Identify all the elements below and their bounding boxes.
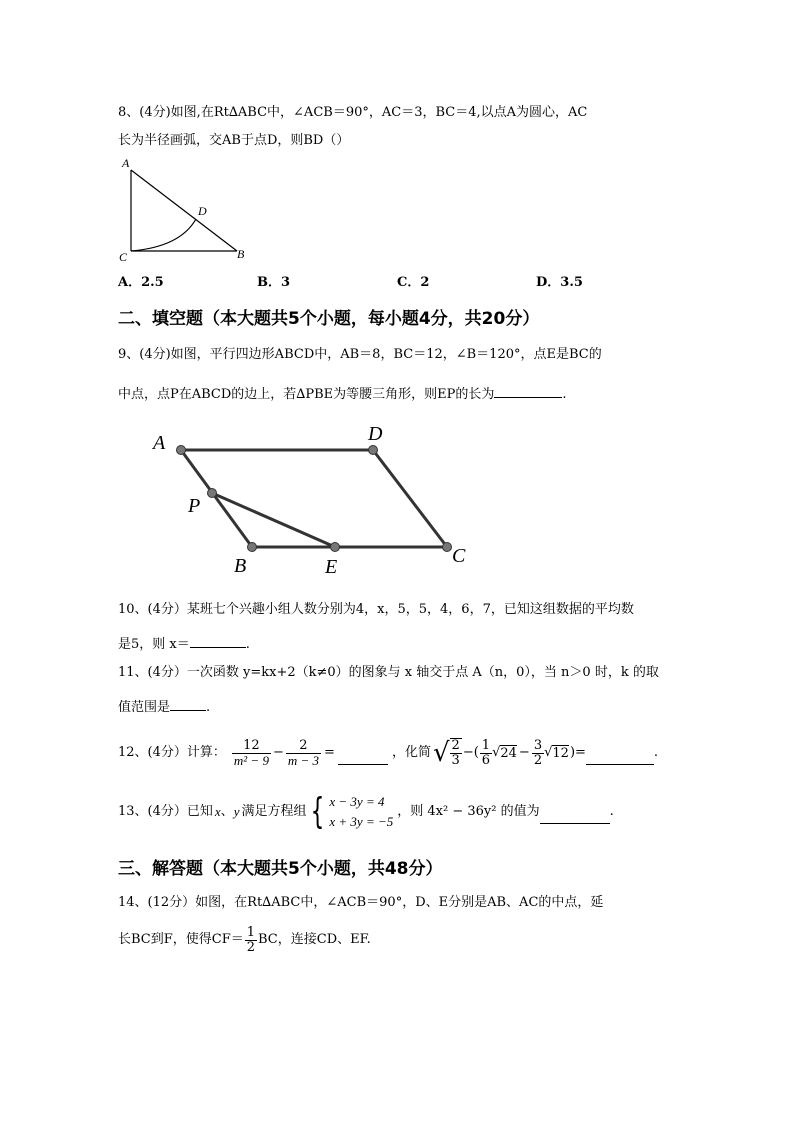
q12-f4-den: 2 (533, 752, 543, 768)
q13-end: . (609, 804, 614, 819)
q12-eq: = (324, 745, 335, 760)
q13-mid: 满足方程组 (241, 804, 307, 819)
q12-fraction-2 (286, 739, 321, 768)
q9-line2-text: 中点，点P在ABCD的边上，若∆PBE为等腰三角形，则EP的长为 (118, 387, 495, 402)
q8-label-c: C (119, 250, 128, 264)
q12-f2-den: m − 3 (287, 752, 320, 768)
q10-line2 (118, 635, 250, 653)
q12-end: . (653, 745, 659, 760)
q12-paren-open: −( (462, 745, 479, 760)
q9-label-a: A (153, 432, 166, 454)
q14-frac-num: 1 (246, 924, 256, 940)
q14-line1: 14、(12分）如图，在Rt∆ABC中，∠ACB＝90°，D、E分别是AB、AC的中点，延 (118, 895, 604, 910)
q13-system (329, 792, 393, 832)
section-2-heading: 二、填空题（本大题共5个小题，每小题4分，共20分） (118, 309, 540, 329)
q9-label-d: D (368, 423, 383, 445)
section-3-heading: 三、解答题（本大题共5个小题，共48分） (118, 859, 443, 879)
q13-var-y: y (233, 804, 240, 819)
q8-line2: 长为半径画弧，交AB于点D，则BD（） (118, 133, 350, 148)
q12-sqrt12-value: 12 (552, 745, 569, 761)
q12-sqrt24-symbol: √ (492, 745, 501, 760)
q13-answer-blank[interactable] (540, 811, 610, 824)
q12-f2-num: 2 (286, 739, 321, 754)
q14-line2-text-a: 长BC到F，使得CF＝ (118, 932, 244, 947)
q8-option-a[interactable]: A．2.5 (118, 275, 164, 290)
q9-label-e: E (325, 556, 338, 578)
q12-fraction-1 (232, 739, 271, 768)
q12-mid: ，化简 (391, 745, 431, 760)
q13-line (118, 790, 614, 834)
q8-option-b[interactable]: B．3 (257, 275, 291, 290)
q9-label-p: P (188, 495, 201, 517)
q12-fraction-3 (480, 739, 492, 768)
q13-eq1: x − 3y = 4 (329, 794, 385, 809)
q13-prefix: 13、(4分）已知 (118, 804, 213, 819)
q8-figure (112, 155, 257, 265)
q12-paren-close: )= (569, 745, 586, 760)
q12-f3-den: 6 (481, 752, 491, 768)
q12-sqrt-fraction (450, 738, 462, 768)
q10-line1: 10、(4分）某班七个兴趣小组人数分别为4，x，5，5，4，6，7，已知这组数据的平均数 (118, 602, 634, 617)
q12-sqrt-frac-den: 3 (451, 753, 460, 768)
q10-answer-blank[interactable] (190, 635, 246, 648)
q8-label-b: B (237, 247, 245, 261)
q11-answer-blank[interactable] (170, 698, 206, 711)
q9-figure (150, 420, 480, 580)
q14-frac-den: 2 (246, 939, 256, 955)
q9-label-c: C (452, 545, 466, 567)
q8-option-d[interactable]: D．3.5 (536, 275, 583, 290)
q10-line2-end: . (245, 637, 250, 652)
q13-eq2: x + 3y = −5 (329, 814, 394, 829)
q9-line1: 9、(4分)如图，平行四边形ABCD中，AB＝8，BC＝12，∠B＝120°，点E是BC的 (118, 347, 602, 362)
q9-line2-end: . (562, 387, 567, 402)
q8-label-d: D (198, 204, 207, 218)
q13-sep: 、 (220, 804, 234, 819)
q12-answer-blank-2[interactable] (586, 752, 654, 765)
q12-fraction-4 (532, 739, 544, 768)
q9-answer-blank[interactable] (494, 385, 562, 398)
q12-prefix: 12、(4分）计算： (118, 745, 226, 760)
q11-line2 (118, 698, 210, 716)
q12-line (118, 733, 658, 773)
q11-line2-text: 值范围是 (118, 700, 171, 715)
q9-line2 (118, 385, 567, 403)
q12-sqrt24-value: 24 (500, 745, 517, 761)
q11-line2-end: . (206, 700, 211, 715)
q12-answer-blank-1[interactable] (338, 752, 388, 765)
q11-line1: 11、(4分）一次函数 y=kx+2（k≠0）的图象与 x 轴交于点 A（n，0），当 n＞0 时，k 的取 (118, 665, 659, 680)
q13-var-x: x (214, 804, 221, 819)
q12-sqrt-frac-num: 2 (451, 738, 460, 753)
q8-option-c[interactable]: C．2 (397, 275, 430, 290)
q13-after: ，则 4x² − 36y² 的值为 (397, 804, 540, 819)
q12-minus: − (272, 745, 284, 760)
q13-brace: { (311, 791, 325, 832)
q12-f4-num: 3 (533, 737, 543, 753)
q12-f1-den: m² − 9 (233, 752, 269, 768)
q8-line1: 8、(4分)如图,在Rt∆ABC中，∠ACB＝90°，AC＝3，BC＝4,以点A为圆心，AC (118, 105, 588, 120)
q14-line2 (118, 920, 371, 960)
q12-minus-2: − (518, 745, 530, 760)
q12-f1-num: 12 (232, 739, 271, 754)
q12-sqrt-symbol: √ (432, 738, 450, 768)
q12-sqrt12-symbol: √ (544, 745, 553, 760)
q8-label-a: A (122, 156, 130, 170)
q14-fraction (245, 926, 257, 955)
q9-label-b: B (234, 555, 247, 577)
q14-line2-text-b: BC，连接CD、EF. (258, 932, 371, 947)
q10-line2-text: 是5，则 x＝ (118, 637, 190, 652)
q12-f3-num: 1 (481, 737, 491, 753)
